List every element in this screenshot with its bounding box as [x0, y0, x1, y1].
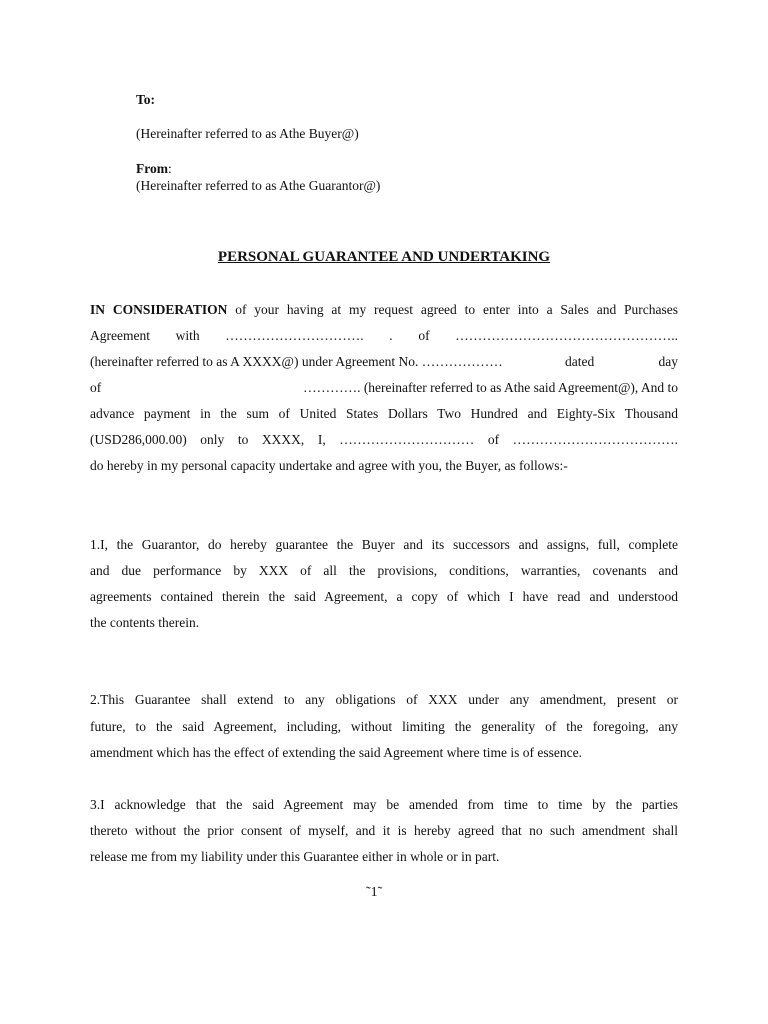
- page-number: ˜1˜: [366, 885, 383, 900]
- clause-3-line-1: 3.I acknowledge that the said Agreement may be amended from time to time by the parties: [90, 797, 678, 812]
- consideration-line-2: [90, 328, 678, 344]
- clause-3-line-3: release me from my liability under this Guarantee either in whole or in part.: [90, 849, 500, 864]
- from-colon: :: [168, 161, 172, 176]
- clause-2-line-2: future, to the said Agreement, including, without limiting the generality of the foregoing, any: [90, 719, 678, 734]
- from-label: From: [136, 161, 168, 176]
- clause-2-line-3: amendment which has the effect of extending the said Agreement where time is of essence.: [90, 745, 582, 760]
- line2-blank-name: ………………………….: [225, 328, 364, 343]
- consideration-line-5: advance payment in the sum of United States Dollars Two Hundred and Eighty-Six Thousand: [90, 406, 678, 421]
- line3-referred: (hereinafter referred to as A XXXX@) under Agreement No. ………………: [90, 354, 503, 369]
- line4-said-agreement: …………. (hereinafter referred to as Athe said Agreement@), And to: [303, 380, 678, 395]
- clause-1-line-3: agreements contained therein the said Agreement, a copy of which I have read and understood: [90, 589, 678, 604]
- line4-of: of: [90, 380, 102, 395]
- to-referred-text: (Hereinafter referred to as Athe Buyer@): [136, 126, 359, 141]
- clause-1-line-1: 1.I, the Guarantor, do hereby guarantee the Buyer and its successors and assigns, full, complete: [90, 537, 678, 552]
- document-title: PERSONAL GUARANTEE AND UNDERTAKING: [217, 249, 551, 265]
- to-label: To:: [136, 92, 156, 107]
- line3-dated: dated: [565, 354, 595, 369]
- line2-with: with: [175, 328, 200, 343]
- line2-period: .: [389, 328, 393, 343]
- line2-agreement: Agreement: [90, 328, 150, 343]
- clause-3-line-2: thereto without the prior consent of myself, and it is hereby agreed that no such amendment shall: [90, 823, 678, 838]
- line2-blank-address: …………………………………………..: [455, 328, 678, 343]
- clause-1-line-4: the contents therein.: [90, 615, 200, 630]
- consideration-line-6: (USD286,000.00) only to XXXX, I, ………………………… of ……………………………….: [90, 432, 678, 447]
- consideration-line-1: [90, 302, 678, 318]
- consideration-line-7: do hereby in my personal capacity undertake and agree with you, the Buyer, as follows:-: [90, 458, 568, 473]
- consideration-lead: IN CONSIDERATION: [90, 302, 228, 317]
- clause-2-line-1: 2.This Guarantee shall extend to any obligations of XXX under any amendment, present or: [90, 692, 678, 707]
- from-referred-text: (Hereinafter referred to as Athe Guarantor@): [136, 178, 381, 193]
- consideration-line-1-rest: of your having at my request agreed to enter into a Sales and Purchases: [235, 302, 679, 317]
- line2-of: of: [418, 328, 430, 343]
- clause-1-line-2: and due performance by XXX of all the provisions, conditions, warranties, covenants and: [90, 563, 678, 578]
- from-line: [136, 161, 172, 177]
- line3-day: day: [658, 354, 678, 369]
